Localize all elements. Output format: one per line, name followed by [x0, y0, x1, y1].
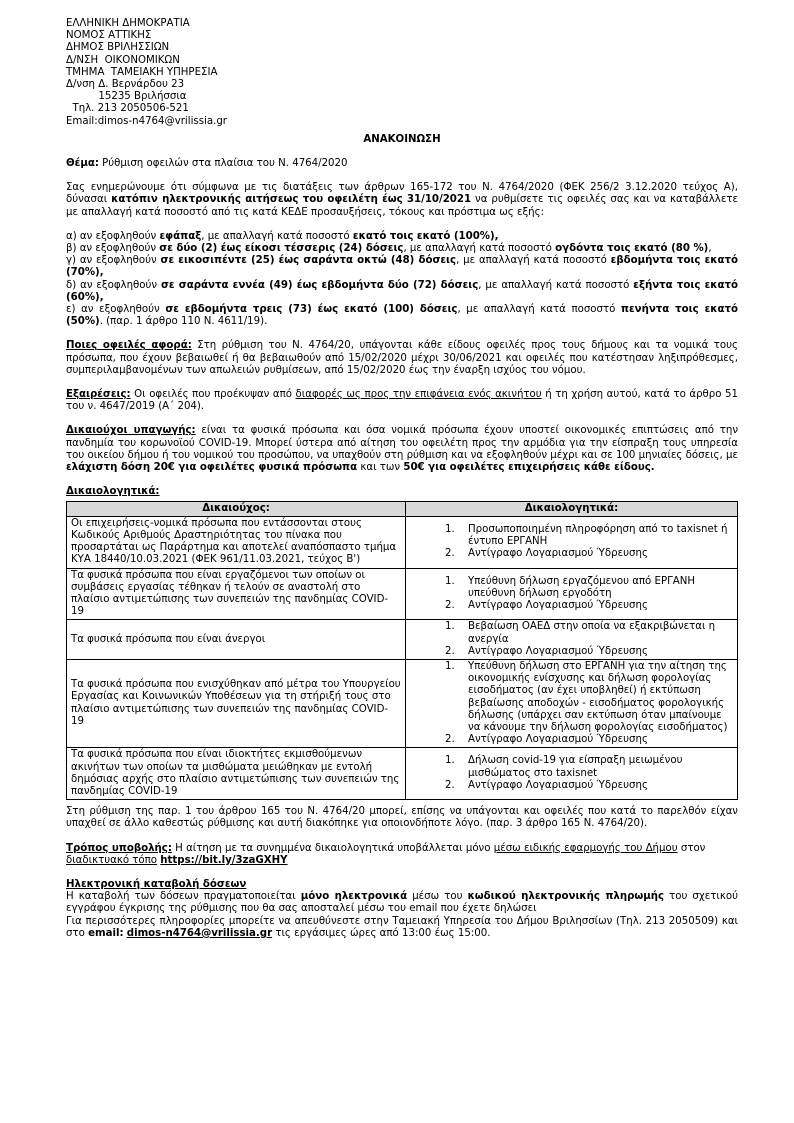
- subject-line: [66, 158, 738, 170]
- intro-text: Σας ενημερώνουμε ότι σύμφωνα με τις διατάξεις των άρθρων 165-172 του Ν. 4764/2020 (ΦΕΚ 256/2 3.12.2020 τεύχος Α),: [66, 182, 738, 194]
- letterhead-line: ΤΜΗΜΑ ΤΑΜΕΙΑΚΗ ΥΠΗΡΕΣΙΑ: [66, 66, 218, 78]
- contact-email-link[interactable]: dimos-n4764@vrilissia.gr: [126, 927, 273, 939]
- letterhead-email: Email:dimos-n4764@vrilissia.gr: [66, 115, 227, 127]
- document-item: 1. Βεβαίωση ΟΑΕΔ στην οποία να εξακριβώνεται η ανεργία: [458, 621, 733, 645]
- document-item: 1. Προσωποποιημένη πληροφόρηση από το taxisnet ή έντυπο ΕΡΓΑΝΗ: [458, 524, 733, 548]
- documents-heading: Δικαιολογητικά:: [66, 486, 160, 498]
- option-item: ε) αν εξοφληθούν σε εβδομήντα τρεις (73) έως εκατό (100) δόσεις, με απαλλαγή κατά ποσοστό πενήντα τοις εκατό (50%). (παρ. 1 άρθρο 110 Ν. 4611/19).: [66, 304, 738, 328]
- document-title: ΑΝΑΚΟΙΝΩΣΗ: [363, 133, 441, 145]
- documents-cell: [406, 659, 738, 747]
- letterhead: [66, 18, 738, 128]
- option-item: δ) αν εξοφληθούν σε σαράντα εννέα (49) έως εβδομήντα δύο (72) δόσεις, με απαλλαγή κατά ποσοστό εξήντα τοις εκατό (60%),: [66, 279, 738, 303]
- exceptions-paragraph: Εξαιρέσεις: Οι οφειλές που προέκυψαν από διαφορές ως προς την επιφάνεια ενός ακινήτου ή τη χρήση αυτού, κατά το άρθρο 51 του ν. 4647/2019 (Α΄ 204).: [66, 389, 738, 413]
- beneficiary-cell: Τα φυσικά πρόσωπα που είναι άνεργοι: [67, 620, 406, 660]
- letterhead-line: Δ/νση Δ. Βερνάρδου 23: [66, 79, 185, 91]
- document-item: 2. Αντίγραφο Λογαριασμού Ύδρευσης: [458, 734, 733, 746]
- submission-paragraph: Τρόπος υποβολής: Η αίτηση με τα συνημμένα δικαιολογητικά υποβάλλεται μόνο μέσω ειδικής εφαρμογής του Δήμου στον διαδικτυακό τόπο https://bit.ly/3zaGXHY: [66, 842, 706, 866]
- letterhead-line: ΔΗΜΟΣ ΒΡΙΛΗΣΣΙΩΝ: [66, 42, 170, 54]
- documents-table: [66, 501, 738, 801]
- intro-paragraph: [66, 182, 738, 219]
- document-item: 2. Αντίγραφο Λογαριασμού Ύδρευσης: [458, 548, 733, 560]
- option-item: α) αν εξοφληθούν εφάπαξ, με απαλλαγή κατά ποσοστό εκατό τοις εκατό (100%),: [66, 230, 499, 242]
- intro-text: δύνασαι: [66, 194, 112, 206]
- letterhead-line: ΝΟΜΟΣ ΑΤΤΙΚΗΣ: [66, 30, 152, 42]
- table-row: [67, 516, 738, 568]
- option-item: γ) αν εξοφληθούν σε εικοσιπέντε (25) έως σαράντα οκτώ (48) δόσεις, με απαλλαγή κατά ποσοστό εβδομήντα τοις εκατό (70%),: [66, 255, 738, 279]
- documents-cell: [406, 620, 738, 660]
- intro-deadline: κατόπιν ηλεκτρονικής αιτήσεως του οφειλέτη έως 31/10/2021: [111, 194, 472, 206]
- column-header-documents: Δικαιολογητικά:: [406, 501, 738, 516]
- document-item: 1. Δήλωση covid-19 για είσπραξη μειωμένου μισθώματος στο taxisnet: [458, 755, 733, 779]
- document-page: [66, 18, 738, 940]
- documents-cell: [406, 516, 738, 568]
- documents-cell: [406, 568, 738, 620]
- letterhead-line: Τηλ. 213 2050506-521: [66, 103, 189, 115]
- epay-heading: Ηλεκτρονική καταβολή δόσεων: [66, 878, 247, 890]
- table-header-row: [67, 501, 738, 516]
- exceptions-underlined: διαφορές ως προς την επιφάνεια ενός ακινήτου: [295, 389, 542, 401]
- submission-label: Τρόπος υποβολής:: [66, 842, 172, 854]
- app-link-text: μέσω ειδικής εφαρμογής του Δήμου: [493, 842, 678, 854]
- document-item: 1. Υπεύθυνη δήλωση στο ΕΡΓΑΝΗ για την αίτηση της οικονομικής ενίσχυσης και δήλωση φορολογίας εισοδήματος (αν έχει υποβληθεί) ή εκτύπωση βεβαίωσης αποδοχών - εισοδήματος φορολογικής δήλωσης (υπάρχει σαν εκτύπωση όταν μπαίνουμε να κάνουμε την δήλωση φορολογίας εισοδήματος): [458, 661, 733, 734]
- beneficiary-cell: Τα φυσικά πρόσωπα που είναι ιδιοκτήτες εκμισθούμενων ακινήτων των οποίων τα μισθώματα μειώθηκαν με εντολή δημόσιας αρχής στο πλαίσιο αντιμετώπισης των συνεπειών της πανδημίας COVID-19: [67, 748, 406, 800]
- letterhead-line: Δ/ΝΣΗ ΟΙΚΟΝΟΜΙΚΩΝ: [66, 54, 180, 66]
- column-header-beneficiary: Δικαιούχος:: [67, 501, 406, 516]
- table-row: [67, 568, 738, 620]
- letterhead-line: ΕΛΛΗΝΙΚΗ ΔΗΜΟΚΡΑΤΙΑ: [66, 18, 190, 29]
- eligible-paragraph: Δικαιούχοι υπαγωγής: είναι τα φυσικά πρόσωπα και όσα νομικά πρόσωπα έχουν υποστεί οικονομικές επιπτώσεις από την πανδημία του κορωνοϊού COVID-19. Μπορεί ύστερα από αίτηση του οφειλέτη προς την αρμόδια για την είσπραξη τους υπηρεσία του οικείου δήμου ή του νομικού του προσώπου, να υπαχθούν στη ρύθμιση και να εξοφληθούν μέχρι και σε 100 μηνιαίες δόσεις, με ελάχιστη δόση 20€ για οφειλέτες φυσικά πρόσωπα και των 50€ για οφειλέτες επιχειρήσεις κάθε είδους.: [66, 425, 739, 474]
- document-item: 2. Αντίγραφο Λογαριασμού Ύδρευσης: [458, 780, 733, 792]
- contact-paragraph: Για περισσότερες πληροφορίες μπορείτε να απευθύνεστε στην Ταμειακή Υπηρεσία του Δήμου Βριλησσίων (Τηλ. 213 2050509) και στο email: dimos-n4764@vrilissia.gr τις εργάσιμες ώρες από 13:00 έως 15:00.: [66, 915, 738, 939]
- subject-text: Ρύθμιση οφειλών στα πλαίσια του Ν. 4764/2020: [98, 158, 348, 170]
- documents-cell: [406, 748, 738, 800]
- debts-label: Ποιες οφειλές αφορά:: [66, 340, 192, 352]
- installment-options: [66, 231, 738, 329]
- document-item: 2. Αντίγραφο Λογαριασμού Ύδρευσης: [458, 646, 733, 658]
- debts-paragraph: [66, 340, 738, 377]
- note-paragraph: Στη ρύθμιση της παρ. 1 του άρθρου 165 του Ν. 4764/20 μπορεί, επίσης να υπάγονται και οφειλές που κατά το παρελθόν είχαν υπαχθεί σε άλλο καθεστώς ρύθμισης και αυτή διακόπηκε για οποιονδήποτε λόγο. (παρ. 3 άρθρο 165 Ν. 4764/20).: [66, 806, 738, 830]
- document-item: 1. Υπεύθυνη δήλωση εργαζόμενου από ΕΡΓΑΝΗ υπεύθυνη δήλωση εργοδότη: [458, 576, 733, 600]
- submission-url-link[interactable]: https://bit.ly/3zaGXHY: [160, 854, 288, 866]
- table-row: [67, 748, 738, 800]
- table-row: [67, 659, 738, 747]
- beneficiary-cell: Οι επιχειρήσεις-νομικά πρόσωπα που εντάσσονται στους Κωδικούς Αριθμούς Δραστηριότητας του πίνακα που προσαρτάται ως Παράρτημα και αποτελεί αναπόσπαστο τμήμα ΚΥΑ 18440/10.03.2021 (ΦΕΚ 961/11.03.2021, τεύχος Β'): [67, 516, 406, 568]
- intro-text: να ρυθμίσετε τις οφειλές σας και να καταβάλλετε με απαλλαγή κατά ποσοστό από τις κατά ΚΕΔΕ προσαυξήσεις, τόκους και πρόστιμα ως εξής:: [66, 194, 738, 218]
- debts-text: Στη ρύθμιση του Ν. 4764/20, υπάγονται κάθε είδους οφειλές προς τους δήμους και τα νομικά τους πρόσωπα, που έχουν βεβαιωθεί ή θα βεβαιωθούν από 15/02/2020 μέχρι 30/06/2021 και οφειλές που κατέστησαν ληξιπρόθεσμες, συμπεριλαμβανομένων των απωλειών ρυθμίσεων, από 15/02/2020 έως την έναρξη ισχύος του νόμου.: [66, 340, 738, 376]
- letterhead-line: 15235 Βριλήσσια: [66, 91, 187, 103]
- beneficiary-cell: Τα φυσικά πρόσωπα που ενισχύθηκαν από μέτρα του Υπουργείου Εργασίας και Κοινωνικών Υποθέσεων για τη στήριξή τους στο πλαίσιο αντιμετώπισης των συνεπειών της πανδημίας COVID-19: [67, 659, 406, 747]
- document-item: 2. Αντίγραφο Λογαριασμού Ύδρευσης: [458, 600, 733, 612]
- epay-paragraph: Η καταβολή των δόσεων πραγματοποιείται μόνο ηλεκτρονικά μέσω του κωδικού ηλεκτρονικής πληρωμής του σχετικού εγγράφου έγκρισης της ρύθμισης που θα σας αποσταλεί μέσω του email που έχετε δηλώσει: [66, 891, 738, 915]
- exceptions-label: Εξαιρέσεις:: [66, 389, 131, 401]
- option-item: β) αν εξοφληθούν σε δύο (2) έως είκοσι τέσσερις (24) δόσεις, με απαλλαγή κατά ποσοστό ογδόντα τοις εκατό (80 %),: [66, 243, 712, 255]
- table-row: [67, 620, 738, 660]
- subject-label: Θέμα:: [66, 158, 99, 170]
- beneficiary-cell: Τα φυσικά πρόσωπα που είναι εργαζόμενοι των οποίων οι συμβάσεις εργασίας τέθηκαν ή τελούν σε αναστολή στο πλαίσιο αντιμετώπισης των συνεπειών της πανδημίας COVID-19: [67, 568, 406, 620]
- eligible-label: Δικαιούχοι υπαγωγής:: [66, 425, 196, 437]
